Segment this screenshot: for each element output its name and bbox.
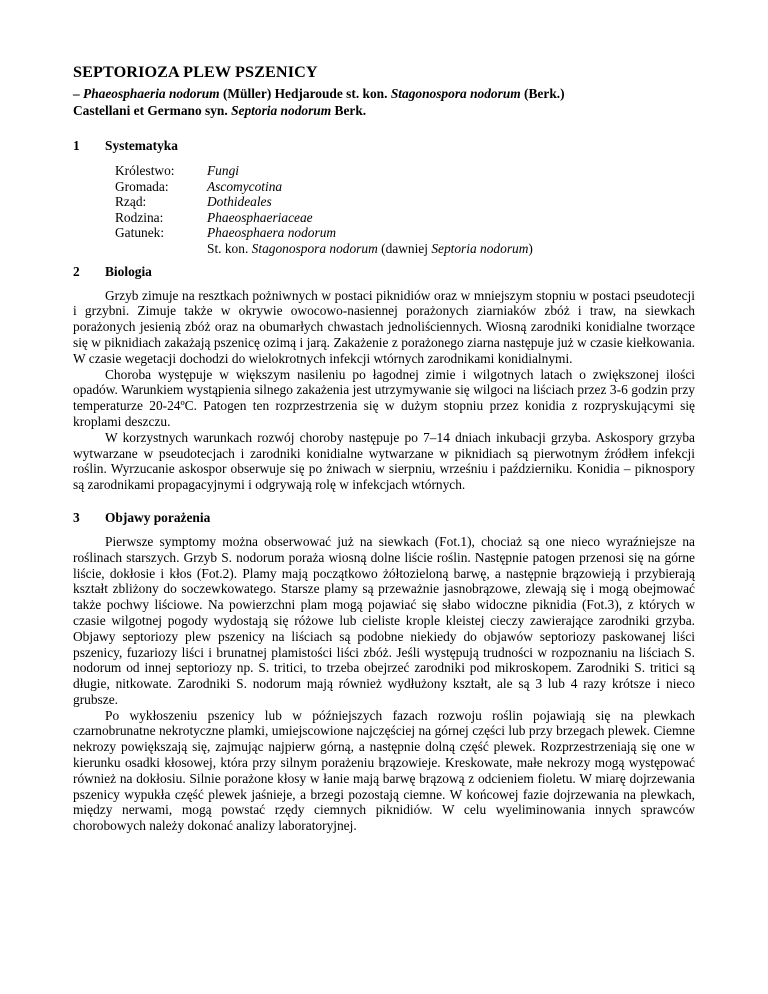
- paragraph: Pierwsze symptomy można obserwować już na siewkach (Fot.1), chociaż są one nieco wyraźniejsze na roślinach starszych. Grzyb S. nodorum poraża wiosną dolne liście roślin. Następnie patogen przenosi się na górne liście, dokłosie i kłos (Fot.2). Plamy mają początkowo żółtozieloną barwę, a następnie brązowieją i przybierają kształt zbliżony do soczewkowatego. Starsze plamy są przeważnie jasnobrązowe, zlewają się i mogą obejmować także pochwy liściowe. Na powierzchni plam mogą pojawiać się słabo widoczne piknidia (Fot.3), z których w czasie wilgotnej pogody wydostają się różowe lub cieliste krople kleistej cieczy zawierające zarodniki grzyba. Objawy septoriozy plew pszenicy na liściach są podobne niekiedy do objawów septoriozy paskowanej liści pszenicy, fuzariozy liści i brunatnej plamistości liści zbóż. Jeśli występują trudności w rozpoznaniu na liściach S. nodorum od innej septoriozy np. S. tritici, to trzeba obejrzeć zarodniki pod mikroskopem. Zarodniki S. tritici są długie, nitkowate. Zarodniki S. nodorum mają również wydłużony kształt, ale są 3 lub 4 razy krótsze i nieco grubsze.: [73, 533, 695, 707]
- taxonomy-value: Ascomycotina: [207, 178, 283, 194]
- section-heading-objawy: [73, 509, 695, 526]
- anamorph-former-name: Septoria nodorum: [431, 240, 529, 256]
- subtitle-authors: (Müller) Hedjaroude st. kon.: [219, 86, 391, 101]
- taxonomy-value: Fungi: [207, 163, 239, 178]
- taxonomy-value: Phaeosphaeriaceae: [207, 209, 313, 225]
- section-title: Objawy porażenia: [105, 509, 211, 525]
- subtitle-castellani: Castellani et Germano syn.: [73, 103, 232, 118]
- paragraph: Po wykłoszeniu pszenicy lub w późniejszych fazach rozwoju roślin pojawiają się na plewkach czarnobrunatne nekrotyczne plamki, umiejscowione najczęściej na górnej części lub przy brzegach plewek. Ciemne nekrozy powiększają się, zajmując najpierw górną, a następnie dolną część plewek. Rozprzestrzeniają się one w kierunku osadki kłosowej, która przy silnym porażeniu brązowieje. Kreskowate, małe nekrozy mogą występować również na dokłosiu. Silnie porażone kłosy w łanie mają barwę brązową z odcieniem fioletu. W miarę dojrzewania pszenicy wypukła część plewek jaśnieje, a brzegi pozostają ciemne. W końcowej fazie dojrzewania na plewkach, między nerwami, mogą powstać rzędy ciemnych piknidiów. W celu wyeliminowania innych sprawców chorobowych należy dokonać analizy laboratoryjnej.: [73, 707, 695, 834]
- taxonomy-label: Gromada:: [115, 178, 169, 194]
- anamorph-name: Stagonospora nodorum: [251, 240, 378, 256]
- subtitle-berk: (Berk.): [520, 86, 565, 101]
- section-title: Biologia: [105, 263, 152, 279]
- section-number: 1: [73, 138, 80, 153]
- paragraph: Choroba występuje w większym nasileniu po łagodnej zimie i wilgotnych latach o zwiększonej ilości opadów. Warunkiem wystąpienia silnego zakażenia jest utrzymywanie się wilgoci na liściach przez 3-6 godzin przy temperaturze 20-24ºC. Patogen ten rozprzestrzenia się w dużym stopniu przez konidia z rozpryskującymi się kroplami deszczu.: [73, 366, 695, 429]
- subtitle-anamorph-name: Stagonospora nodorum: [390, 86, 521, 101]
- taxonomy-row: [115, 194, 695, 210]
- symptoms-text: [73, 534, 695, 834]
- document-subtitle: [73, 85, 695, 119]
- taxonomy-value: Phaeosphaera nodorum: [207, 225, 337, 241]
- paragraph: W korzystnych warunkach rozwój choroby następuje po 7–14 dniach inkubacji grzyba. Askospory grzyba wytwarzane w pseudotecjach i zarodniki konidialne wytwarzane w piknidiach są pierwotnym źródłem infekcji roślin. Wyrzucanie askospor obserwuje się po żniwach w sierpniu, wrześniu i październiku. Konidia – piknospory są zarodnikami propagacyjnymi i odgrywają rolę w infekcjach wtórnych.: [73, 429, 695, 493]
- section-title: Systematyka: [105, 138, 178, 153]
- taxonomy-label: Rząd:: [115, 194, 147, 210]
- section-heading-systematyka: [73, 137, 695, 154]
- taxonomy-table: [115, 163, 695, 257]
- document-page: [73, 63, 695, 834]
- subtitle-berk-end: Berk.: [331, 103, 367, 118]
- biology-text: [73, 288, 695, 493]
- taxonomy-row-anamorph: [115, 241, 695, 257]
- taxonomy-row: [115, 225, 695, 241]
- taxonomy-value: Dothideales: [207, 194, 272, 210]
- taxonomy-label: Rodzina:: [115, 209, 164, 225]
- subtitle-species-name: Phaeosphaeria nodorum: [83, 86, 220, 101]
- section-number: 2: [73, 263, 80, 279]
- subtitle-dash: –: [73, 86, 84, 101]
- taxonomy-label: Gatunek:: [115, 225, 165, 241]
- paragraph: Grzyb zimuje na resztkach pożniwnych w postaci piknidiów oraz w mniejszym stopniu w postaci pseudotecji i grzybni. Zimuje także w okrywie owocowo-nasiennej porażonych ziarniaków zbóż i traw, na siewkach porażonych jesienią zbóż oraz na obumarłych chwastach jednoliściennych. Wiosną zarodniki konidialne tworzące się w piknidiach zakażają pszenicę ozimą i jarą. Zakażenie z porażonego ziarna następuje już w czasie kiełkowania. W czasie wegetacji dochodzi do wielokrotnych infekcji wtórnych zarodnikami konidialnymi.: [73, 287, 695, 366]
- anamorph-formerly: (dawniej: [377, 240, 432, 256]
- taxonomy-row: [115, 163, 695, 179]
- anamorph-close: ): [528, 240, 533, 256]
- taxonomy-row: [115, 210, 695, 226]
- subtitle-synonym-name: Septoria nodorum: [231, 103, 332, 118]
- section-heading-biologia: [73, 263, 695, 280]
- taxonomy-row: [115, 179, 695, 195]
- anamorph-prefix: St. kon.: [207, 240, 252, 256]
- document-title: SEPTORIOZA PLEW PSZENICY: [73, 63, 318, 81]
- taxonomy-label: Królestwo:: [115, 163, 175, 178]
- section-number: 3: [73, 509, 80, 525]
